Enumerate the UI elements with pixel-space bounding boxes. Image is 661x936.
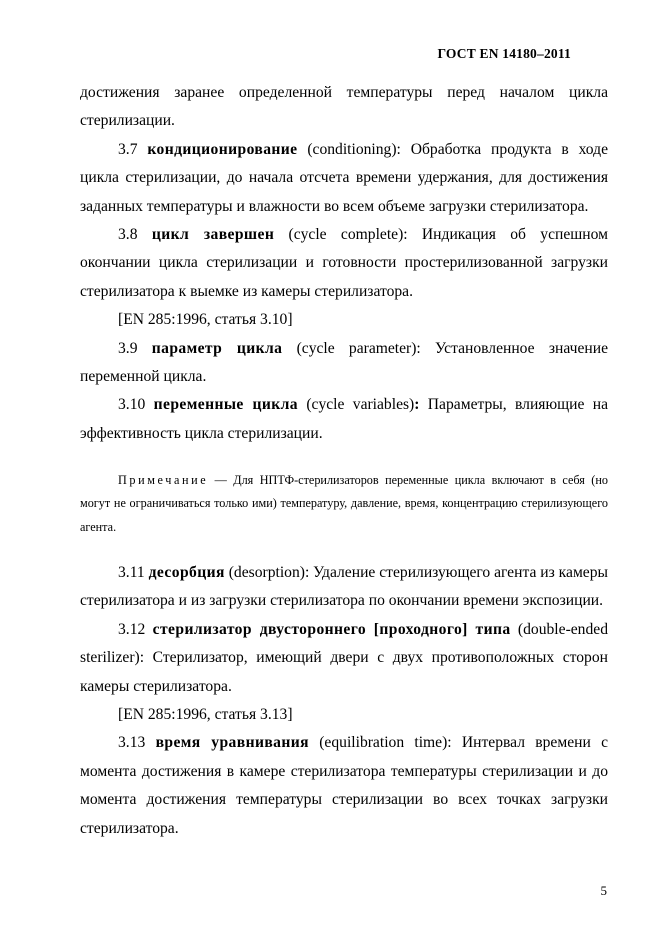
document-header	[437, 46, 571, 62]
term-equilibration-time: время уравнивания	[155, 734, 309, 752]
definition-3-13	[80, 729, 608, 843]
reference-en285-3-13	[80, 701, 608, 729]
page-number: 5	[600, 883, 607, 898]
note-dash: —	[208, 473, 234, 488]
definition-text: (conditioning): Обработка продукта в ходе цикла стерилизации, до начала отсчета времени удержания, для достижения заданных температуры и влажности во всем объеме загрузки стерилизатора.	[80, 140, 608, 215]
definition-3-11	[80, 559, 608, 616]
term-cycle-parameter: параметр цикла	[151, 339, 283, 357]
definition-text: (cycle complete): Индикация об успешном окончании цикла стерилизации и готовности простерилизованной загрузки стерилизатора к выемке из камеры стерилизатора.	[80, 226, 609, 300]
clause-number: 3.9	[118, 339, 138, 357]
definition-3-8	[80, 221, 608, 306]
definition-text: (cycle parameter): Установленное значение переменной цикла.	[80, 339, 608, 386]
clause-number: 3.7	[118, 140, 138, 158]
clause-number: 3.13	[118, 734, 146, 752]
definition-colon: :	[414, 396, 420, 414]
term-conditioning: кондиционирование	[147, 140, 298, 158]
clause-number: 3.8	[118, 226, 138, 244]
clause-number: 3.10	[118, 396, 146, 414]
definition-3-7	[80, 136, 608, 221]
note-label: Примечание	[118, 473, 209, 488]
definition-text: (equilibration time): Интервал времени с момента достижения в камере стерилизатора температуры стерилизации и до момента достижения температуры стерилизации во всех точках загрузки стерилизатора.	[80, 734, 608, 837]
term-desorption: десорбция	[148, 563, 225, 581]
term-cycle-complete: цикл завершен	[151, 226, 275, 244]
term-cycle-variables: переменные цикла	[153, 396, 298, 414]
definition-text: (double-ended sterilizer): Стерилизатор, имеющий двери с двух противоположных сторон камеры стерилизатора.	[80, 620, 608, 695]
document-body	[80, 79, 608, 843]
definition-english: (cycle variables)	[298, 396, 415, 414]
definition-3-12	[80, 616, 608, 701]
standard-designation: ГОСТ EN 14180–2011	[437, 46, 571, 61]
reference-text: [EN 285:1996, статья 3.13]	[118, 705, 293, 723]
note-block	[80, 469, 608, 539]
clause-number: 3.11	[118, 563, 145, 581]
definition-3-10	[80, 391, 608, 448]
paragraph-continuation	[80, 79, 608, 136]
definition-text: (desorption): Удаление стерилизующего агента из камеры стерилизатора и из загрузки стерилизатора по окончании времени экспозиции.	[80, 563, 609, 610]
clause-number: 3.12	[118, 620, 146, 638]
paragraph-text: достижения заранее определенной температуры перед началом цикла стерилизации.	[80, 84, 608, 130]
definition-3-9	[80, 335, 608, 392]
reference-en285-3-10	[80, 306, 608, 334]
note-text: Для НПТФ-стерилизаторов переменные цикла включают в себя (но могут не ограничиваться только ими) температуру, давление, время, концентрацию стерилизующего агента.	[80, 473, 608, 534]
definition-text: Параметры, влияющие на эффективность цикла стерилизации.	[80, 396, 608, 442]
term-double-ended-sterilizer: стерилизатор двустороннего [проходного] типа	[152, 620, 511, 638]
reference-text: [EN 285:1996, статья 3.10]	[118, 311, 293, 329]
